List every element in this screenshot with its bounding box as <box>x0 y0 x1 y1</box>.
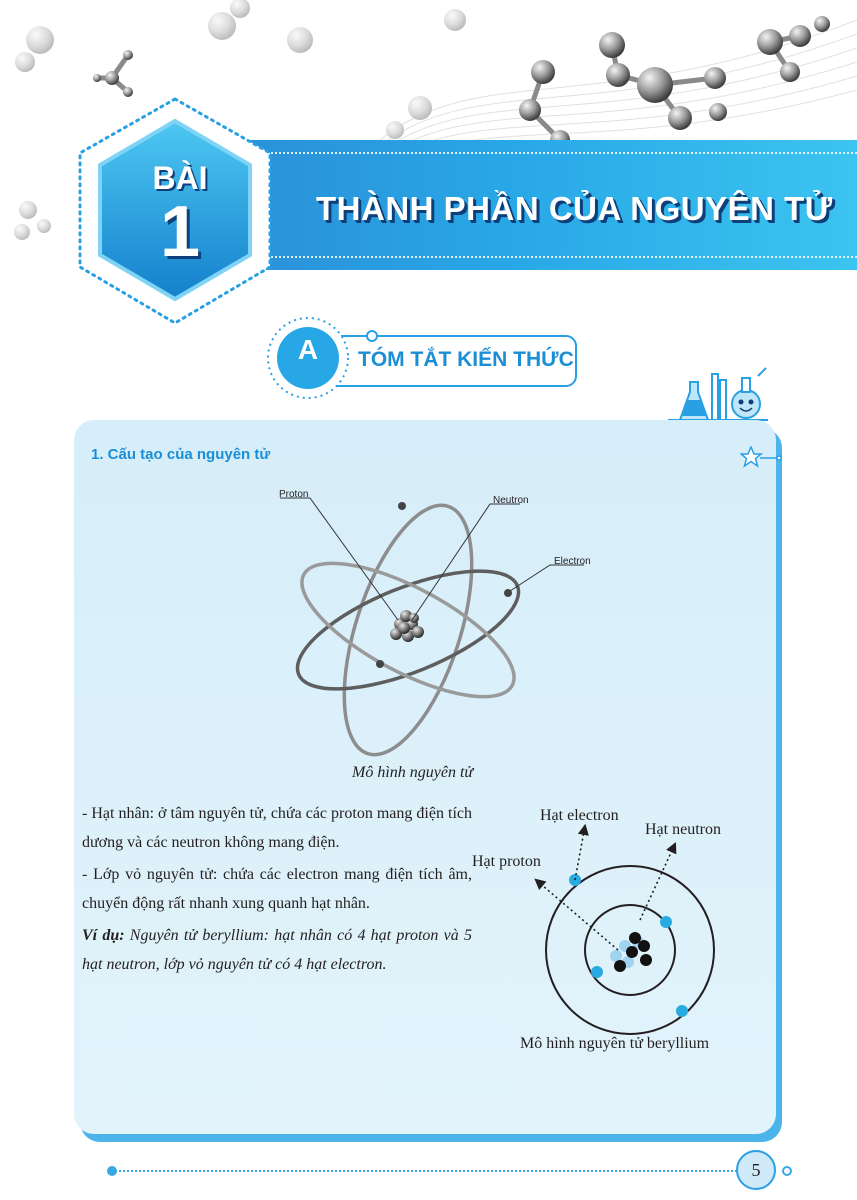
be-proton-label: Hạt proton <box>472 853 541 870</box>
lesson-number: 1 <box>159 192 201 272</box>
section-letter: A <box>297 334 319 365</box>
atom-electron-label: Electron <box>554 556 591 567</box>
subsection-heading: 1. Cấu tạo của nguyên tử <box>91 446 271 463</box>
footer-dot-right <box>782 1166 792 1176</box>
lesson-title: THÀNH PHẦN CỦA NGUYÊN TỬ <box>316 190 833 227</box>
page-number: 5 <box>736 1150 776 1190</box>
body-text <box>82 799 472 982</box>
beryllium-model-figure <box>470 800 760 1060</box>
shell-paragraph: - Lớp vỏ nguyên tử: chứa các electron mang điện tích âm, chuyển động rất nhanh xung quanh hạt nhân. <box>82 866 472 912</box>
example-paragraph <box>82 921 472 979</box>
nucleus-paragraph: - Hạt nhân: ở tâm nguyên tử, chứa các proton mang điện tích dương và các neutron không mang điện. <box>82 805 472 851</box>
beryllium-figure-caption: Mô hình nguyên tử beryllium <box>520 1035 710 1052</box>
example-text: Nguyên tử beryllium: hạt nhân có 4 hạt proton và 5 hạt neutron, lớp vỏ nguyên tử có 4 hạt electron. <box>82 927 472 973</box>
example-label: Ví dụ: <box>82 927 125 944</box>
section-title: TÓM TẮT KIẾN THỨC <box>358 348 574 371</box>
be-neutron-label: Hạt neutron <box>645 821 721 838</box>
atom-neutron-label: Neutron <box>493 495 529 506</box>
footer-divider <box>112 1170 740 1172</box>
atom-proton-label: Proton <box>279 489 309 500</box>
lab-glassware-icon <box>668 364 768 424</box>
star-icon <box>740 446 782 468</box>
atom-figure-caption: Mô hình nguyên tử <box>352 764 474 781</box>
atom-model-figure <box>280 480 620 760</box>
lesson-label: BÀI <box>152 160 208 196</box>
be-electron-label: Hạt electron <box>540 807 619 824</box>
